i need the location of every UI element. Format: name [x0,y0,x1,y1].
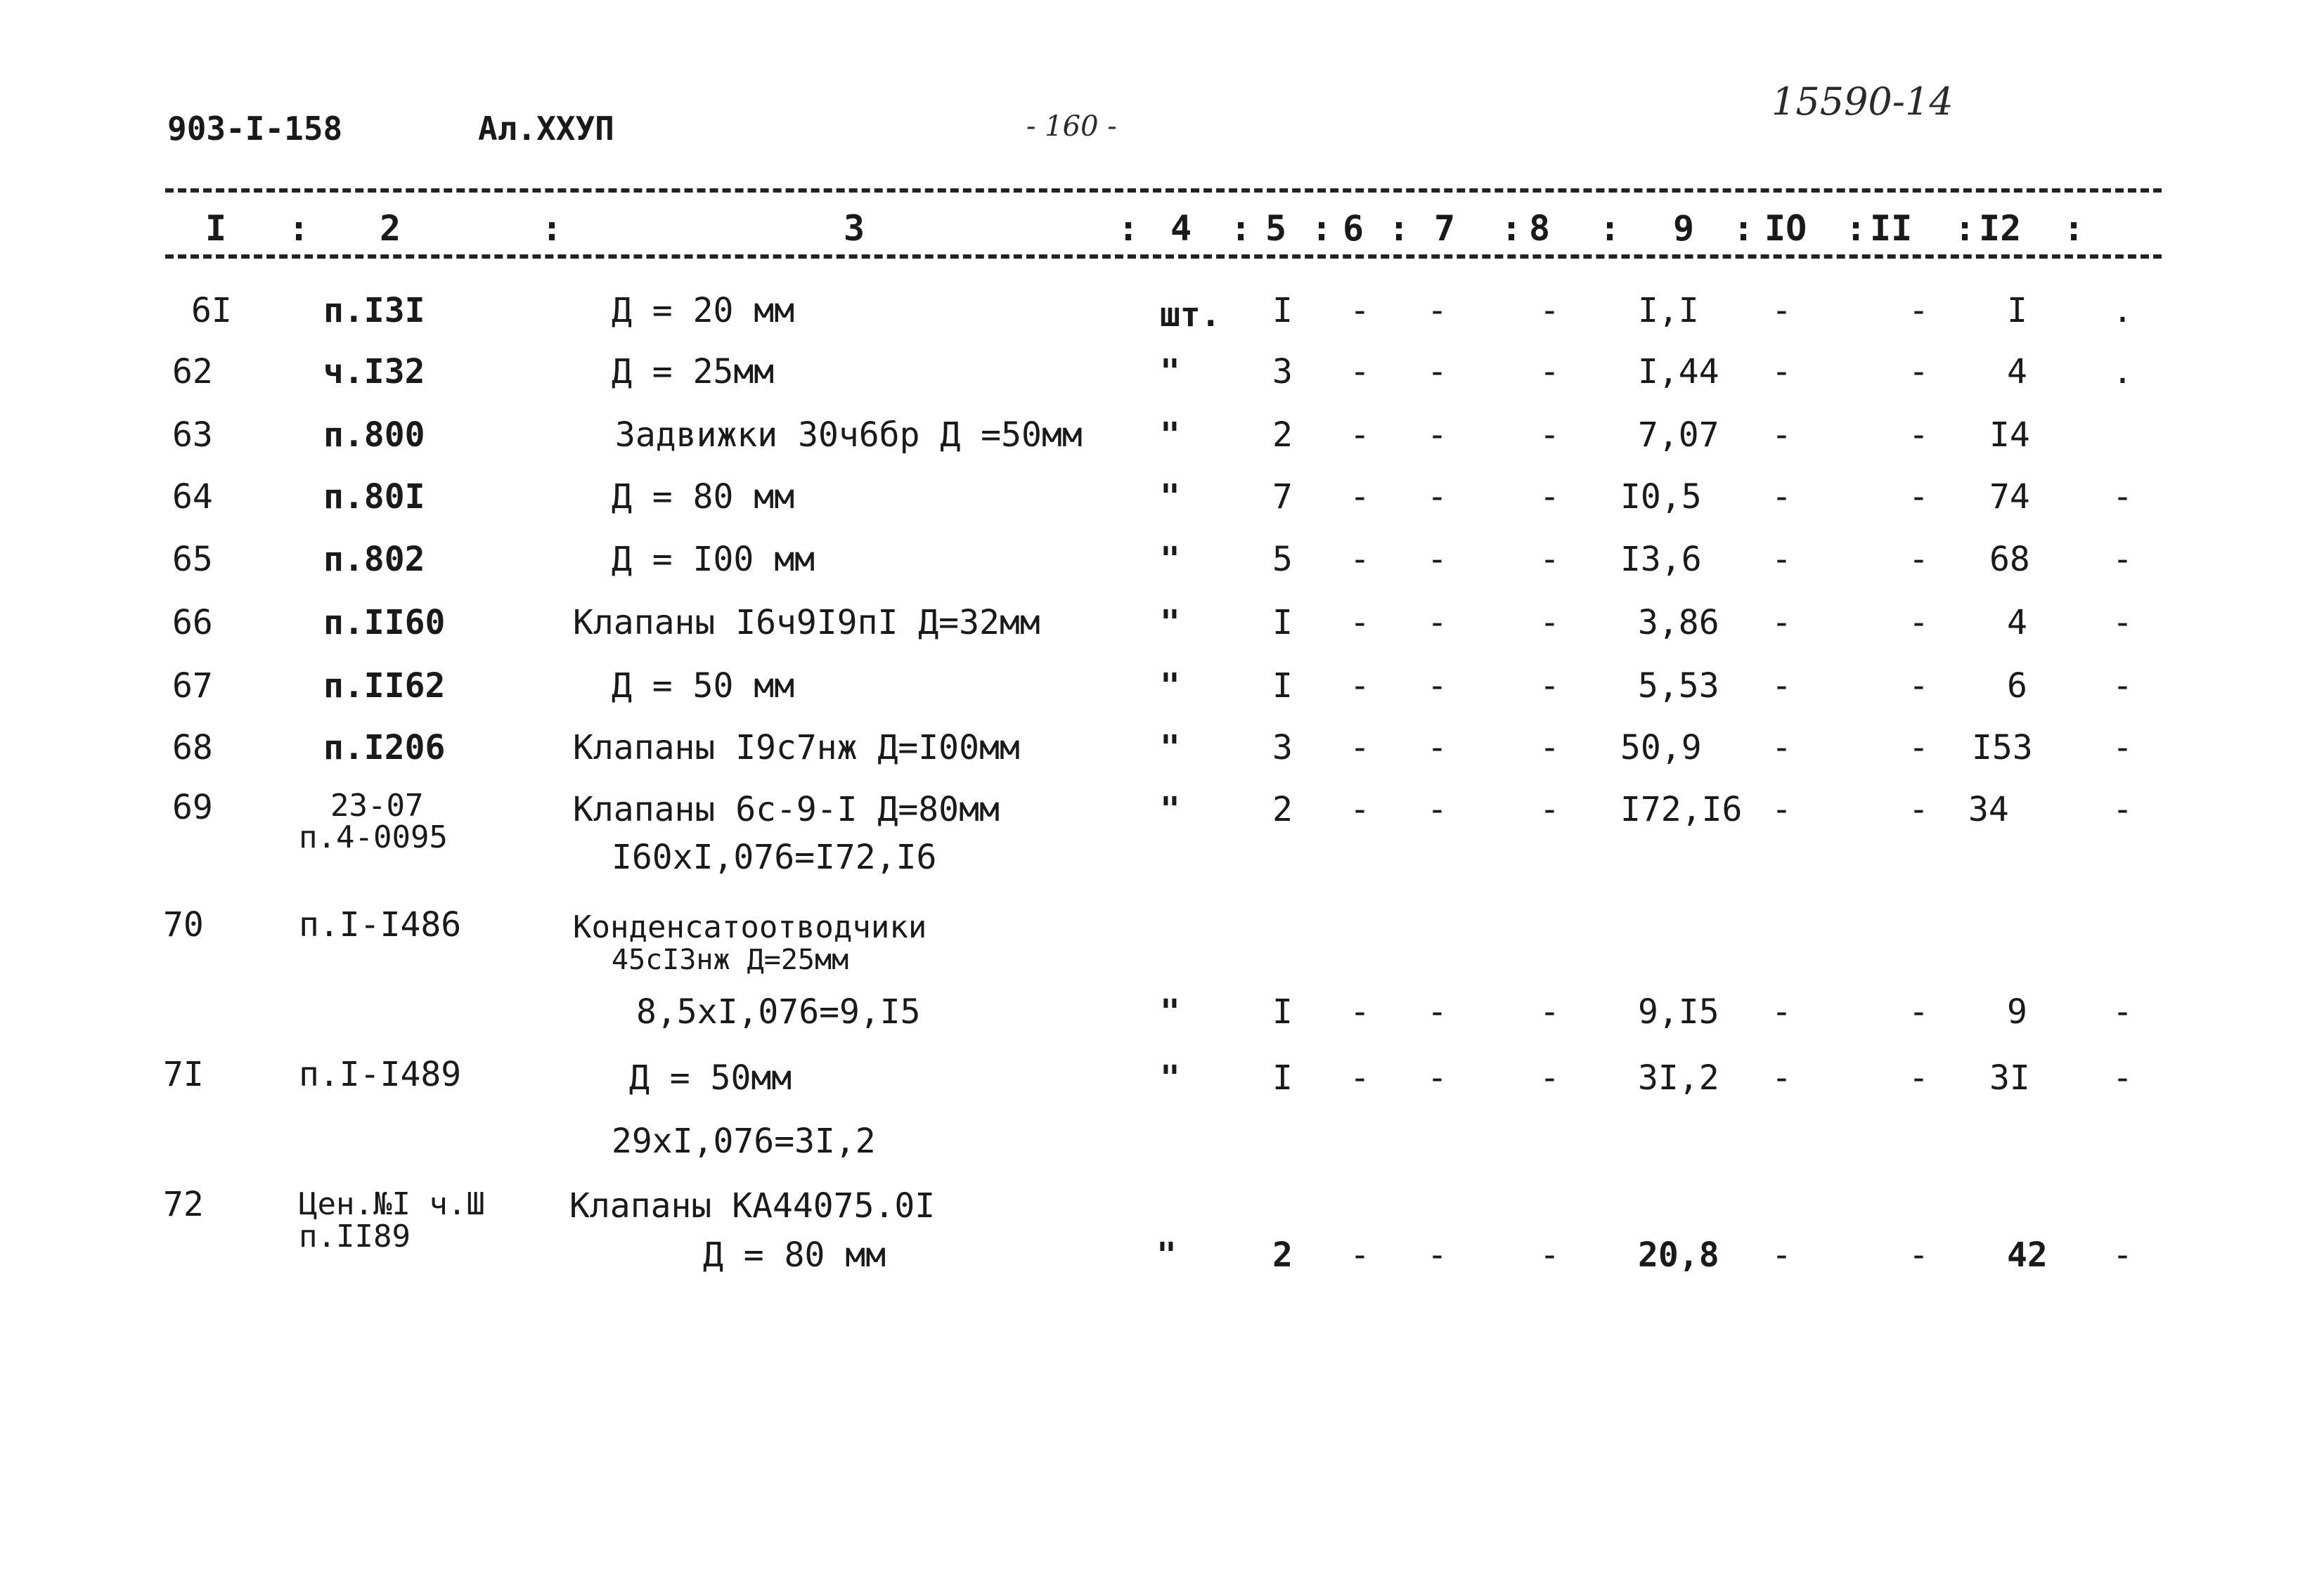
row-c7: - [1427,728,1447,767]
row-c13: - [2112,992,2133,1032]
row-c8: - [1539,790,1560,829]
row-c11: - [1909,992,1929,1032]
row-c13: - [2112,477,2133,517]
row-number: 66 [172,603,213,642]
row-name-2: 29хI,076=3I,2 [612,1122,876,1161]
col-sep: : [1118,208,1140,249]
row-c7: - [1427,666,1447,706]
row-ref: п.800 [323,415,425,455]
row-c6: - [1350,992,1370,1032]
row-qty: 5 [1272,540,1293,579]
row-unit: " [1160,603,1180,642]
row-qty: I [1272,291,1293,330]
row-c9: 5,53 [1638,666,1719,706]
row-number: 64 [172,477,213,517]
col-7-label: 7 [1434,208,1456,249]
row-c12: 34 [1968,790,2009,829]
row-c8: - [1539,603,1560,642]
row-qty: 3 [1272,352,1293,391]
row-c9: 3,86 [1638,603,1719,642]
page-number: - 160 - [1026,110,1117,143]
row-unit: " [1156,1235,1177,1275]
row-c8: - [1539,1235,1560,1275]
row-unit: " [1160,1058,1180,1098]
col-sep: : [1388,208,1410,249]
row-c9: 20,8 [1638,1235,1719,1275]
row-unit: " [1160,477,1180,517]
row-c13: - [2112,666,2133,706]
row-qty: I [1272,666,1293,706]
col-sep: : [2063,208,2085,249]
row-c12: I4 [1989,415,2030,455]
row-c6: - [1350,666,1370,706]
row-c8: - [1539,415,1560,455]
row-c8: - [1539,352,1560,391]
row-name-2: Д = 80 мм [703,1235,886,1275]
row-qty: I [1272,1058,1293,1098]
row-name-2: I60хI,076=I72,I6 [612,838,937,877]
row-unit: " [1160,540,1180,579]
row-c7: - [1427,352,1447,391]
row-c8: - [1539,477,1560,517]
row-qty: 2 [1272,1235,1293,1275]
col-3-label: 3 [844,208,865,249]
row-c7: - [1427,291,1447,330]
row-c11: - [1909,415,1929,455]
row-c12: 9 [2007,992,2027,1032]
row-c10: - [1771,603,1792,642]
row-c6: - [1350,728,1370,767]
row-c6: - [1350,352,1370,391]
row-c8: - [1539,540,1560,579]
row-c10: - [1771,415,1792,455]
row-c12: 74 [1989,477,2030,517]
row-ref: ч.I32 [323,352,425,391]
row-c12: 4 [2007,603,2027,642]
row-name: Клапаны I6ч9I9пI Д=32мм [573,603,1040,642]
row-c10: - [1771,540,1792,579]
row-c13: - [2112,728,2133,767]
row-ref: п.II62 [323,666,446,706]
row-c10: - [1771,477,1792,517]
col-10-label: IO [1764,208,1807,249]
row-ref: п.I206 [323,728,446,767]
row-name: Клапаны I9с7нж Д=I00мм [573,728,1020,767]
handwritten-stamp: 15590-14 [1771,79,1954,124]
row-c12: 3I [1989,1058,2030,1098]
row-c10: - [1771,992,1792,1032]
row-ref-2: п.4-0095 [299,819,448,855]
col-12-label: I2 [1979,208,2022,249]
row-ref-2: п.II89 [299,1219,411,1254]
row-name: Клапаны КА44075.0I [569,1186,936,1226]
row-number: 70 [163,905,204,945]
row-c13: . [2112,352,2133,391]
col-sep: : [1311,208,1333,249]
row-c8: - [1539,1058,1560,1098]
col-8-label: 8 [1529,208,1551,249]
row-number: 72 [163,1185,204,1224]
row-c12: 42 [2007,1235,2048,1275]
row-number: 62 [172,352,213,391]
row-c11: - [1909,1058,1929,1098]
row-c12: 68 [1989,540,2030,579]
row-ref: п.I3I [323,291,425,330]
row-c11: - [1909,352,1929,391]
row-ref: п.II60 [323,603,446,642]
col-sep: : [1599,208,1621,249]
row-c10: - [1771,1058,1792,1098]
row-c6: - [1350,477,1370,517]
row-c13: - [2112,1058,2133,1098]
row-c11: - [1909,477,1929,517]
row-c12: I53 [1972,728,2033,767]
row-qty: 3 [1272,728,1293,767]
row-c8: - [1539,728,1560,767]
row-number: 65 [172,540,213,579]
row-unit: " [1160,790,1180,829]
col-sep: : [1230,208,1252,249]
col-sep: : [1733,208,1755,249]
row-c9: 7,07 [1638,415,1719,455]
row-c13: - [2112,1235,2133,1275]
row-name: Задвижки 30ч6бр Д =50мм [615,415,1083,455]
col-sep: : [288,208,310,249]
row-c13: - [2112,540,2133,579]
header-rule-bottom [165,254,2162,259]
row-name: Д = 80 мм [612,477,795,517]
row-c10: - [1771,666,1792,706]
row-name: Д = 25мм [612,352,775,391]
row-unit: " [1160,992,1180,1032]
row-unit: " [1160,666,1180,706]
row-c7: - [1427,415,1447,455]
row-c9: 9,I5 [1638,992,1719,1032]
row-c10: - [1771,790,1792,829]
row-c12: I [2007,291,2027,330]
row-c6: - [1350,415,1370,455]
row-c6: - [1350,603,1370,642]
col-sep: : [1501,208,1523,249]
row-c10: - [1771,352,1792,391]
row-unit: " [1160,352,1180,391]
col-2-label: 2 [380,208,401,249]
row-unit: " [1160,728,1180,767]
row-name-2: 45сI3нж Д=25мм [612,944,849,976]
row-c9: 50,9 [1620,728,1702,767]
row-qty: I [1272,992,1293,1032]
row-c7: - [1427,1235,1447,1275]
row-qty: 2 [1272,415,1293,455]
row-c11: - [1909,666,1929,706]
doc-code: 903-I-158 [167,110,343,148]
row-c11: - [1909,540,1929,579]
row-c10: - [1771,728,1792,767]
row-c9: I3,6 [1620,540,1702,579]
row-name: Д = I00 мм [612,540,815,579]
col-sep: : [541,208,563,249]
row-unit: " [1160,415,1180,455]
row-c6: - [1350,1235,1370,1275]
row-c13: - [2112,603,2133,642]
row-name: Клапаны 6с-9-I Д=80мм [573,790,1000,829]
row-c6: - [1350,291,1370,330]
row-c11: - [1909,790,1929,829]
row-c10: - [1771,1235,1792,1275]
col-4-label: 4 [1170,208,1192,249]
row-c13: - [2112,790,2133,829]
row-c6: - [1350,790,1370,829]
row-c10: - [1771,291,1792,330]
row-ref: 23-07 [330,788,424,824]
row-number: 7I [163,1055,204,1094]
row-unit: шт. [1160,295,1221,335]
row-c8: - [1539,992,1560,1032]
row-c9: I0,5 [1620,477,1702,517]
col-11-label: II [1870,208,1913,249]
row-name: Д = 50 мм [612,666,795,706]
row-c12: 6 [2007,666,2027,706]
col-5-label: 5 [1265,208,1287,249]
row-c11: - [1909,291,1929,330]
row-c9: 3I,2 [1638,1058,1719,1098]
row-qty: 2 [1272,790,1293,829]
row-ref: Цен.№I ч.Ш [299,1186,485,1222]
col-sep: : [1845,208,1867,249]
row-c8: - [1539,291,1560,330]
col-1-label: I [205,208,227,249]
row-name: Д = 20 мм [612,291,795,330]
row-c7: - [1427,540,1447,579]
row-ref: п.802 [323,540,425,579]
row-c7: - [1427,1058,1447,1098]
col-6-label: 6 [1343,208,1364,249]
row-c11: - [1909,1235,1929,1275]
album-label: Ал.ХХУП [478,110,614,148]
row-c6: - [1350,540,1370,579]
row-name: Д = 50мм [629,1058,792,1098]
row-c7: - [1427,603,1447,642]
row-number: 63 [172,415,213,455]
row-number: 6I [191,291,232,330]
row-ref: п.80I [323,477,425,517]
row-c12: 4 [2007,352,2027,391]
col-9-label: 9 [1673,208,1695,249]
row-qty: I [1272,603,1293,642]
row-c6: - [1350,1058,1370,1098]
row-c9: I,44 [1638,352,1719,391]
row-c11: - [1909,728,1929,767]
header-rule-top [165,188,2162,193]
row-c8: - [1539,666,1560,706]
row-c11: - [1909,603,1929,642]
row-c9: I,I [1638,291,1699,330]
row-ref: п.I-I486 [299,905,462,945]
row-qty: 7 [1272,477,1293,517]
row-number: 68 [172,728,213,767]
row-c7: - [1427,992,1447,1032]
row-number: 67 [172,666,213,706]
row-name: Конденсатоотводчики [573,909,927,945]
row-c13: . [2112,291,2133,330]
row-c7: - [1427,790,1447,829]
row-ref: п.I-I489 [299,1055,462,1094]
col-sep: : [1954,208,1976,249]
row-number: 69 [172,788,213,827]
row-name-3: 8,5хI,076=9,I5 [636,992,921,1032]
row-c9: I72,I6 [1620,790,1743,829]
row-c7: - [1427,477,1447,517]
